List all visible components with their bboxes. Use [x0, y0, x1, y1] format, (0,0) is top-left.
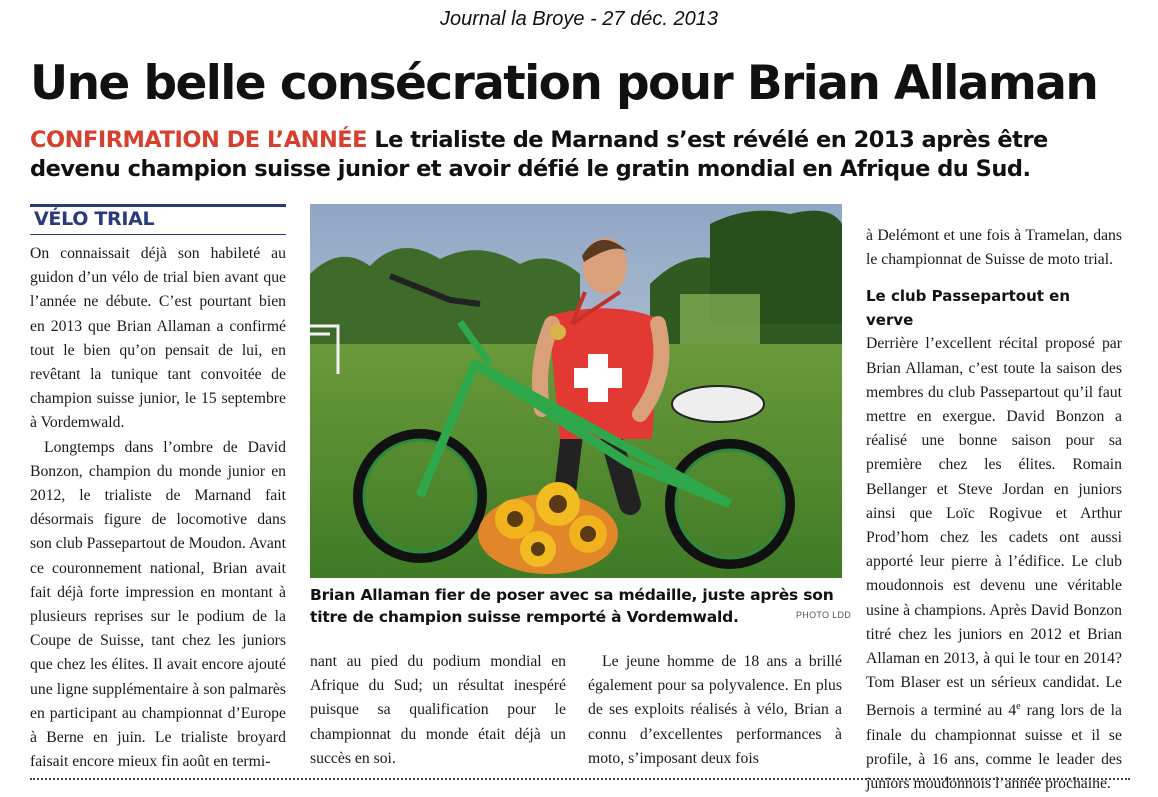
paragraph-text: Derrière l’excellent récital proposé par Brian Allaman, c’est toute la saison des membres du club Passepartout qu’il faut mettre en exergue. David Bonzon a réalisé une bonne saison pour sa première chez les élites. Romain Bellanger et Steve Jordan en juniors ainsi que Loïc Rogivue et Arthur Prod’hom chez les cadets ont aussi apporté leur pierre à l’édifice. Le club moudonnois est devenu une véritable usine à champions. Après David Bonzon titré chez les juniors en 2012 et Brian Allaman en 2013, à qui le tour en 2014? Tom Blaser est un sérieux candidat. Le Bernois a terminé au 4: [866, 335, 1122, 720]
bottom-dotted-rule: [30, 778, 1130, 780]
article-column-2: [310, 650, 566, 771]
photo-caption: Brian Allaman fier de poser avec sa médaille, juste après son titre de champion suisse remporté à Vordemwald.: [310, 586, 834, 626]
paragraph: On connaissait déjà son habileté au guidon d’un vélo de trial bien avant que l’année ne débute. C’est pourtant bien en 2013 que Brian Allaman a confirmé tout le bien qu’on pensait de lui, en revêtant la tunique tant convoitée de champion suisse junior, le 15 septembre à Vordemwald.: [30, 245, 286, 432]
article-photo: [310, 204, 842, 578]
article-column-4: [866, 224, 1122, 797]
paragraph: Le jeune homme de 18 ans a brillé également pour sa polyvalence. En plus de ses exploits réalisés à vélo, Brian a connu d’excellentes performances à moto, s’imposant deux fois: [588, 653, 842, 767]
section-subhead: Le club Passepartout en verve: [866, 287, 1071, 330]
publication-source: Journal la Broye - 27 déc. 2013: [440, 8, 718, 30]
article-lead: [30, 126, 1130, 184]
lead-text: Le trialiste de Marnand s’est révélé en 2013 après être devenu champion suisse junior et avoir défié le gratin mondial en Afrique du Sud.: [30, 127, 1048, 182]
paragraph: Longtemps dans l’ombre de David Bonzon, champion du monde junior en 2012, le trialiste de Marnand fait désormais figure de locomotive dans son club Passepartout de Moudon. Avant ce couronnement national, Brian avait fait déjà forte impression en montant à plusieurs reprises sur le podium de la Coupe de Suisse, tant chez les juniors que chez les élites. Il avait encore ajouté une ligne supplémentaire à son palmarès en participant au championnat d’Europe à Berne en juin. Le trialiste broyard faisait encore mieux fin août en termi-: [30, 438, 286, 771]
paragraph-continuation: à Delémont et une fois à Tramelan, dans le championnat de Suisse de moto trial.: [866, 227, 1122, 269]
rubric-rule-bottom: [30, 234, 286, 235]
paragraph: [866, 332, 1122, 796]
photo-credit: PHOTO LDD: [796, 610, 852, 620]
rubric-rule-top: [30, 204, 286, 207]
paragraph-text-end: rang lors de la finale du championnat suisse et il se profile, à 16 ans, comme le leader des juniors moudonnois l’année prochaine.: [866, 702, 1122, 793]
cyclist-photo-illustration: [310, 204, 842, 578]
article-column-3: [588, 650, 842, 771]
ordinal-suffix: e: [1016, 701, 1021, 713]
article-headline: Une belle consécration pour Brian Allaman: [30, 56, 1098, 111]
lead-kicker: CONFIRMATION DE L’ANNÉE: [30, 127, 368, 153]
section-rubric: [30, 204, 286, 236]
article-column-1: [30, 242, 286, 774]
paragraph: nant au pied du podium mondial en Afrique du Sud; un résultat inespéré puisque sa qualification pour le championnat du monde était déjà un succès en soi.: [310, 653, 566, 767]
rubric-label: VÉLO TRIAL: [34, 208, 155, 230]
